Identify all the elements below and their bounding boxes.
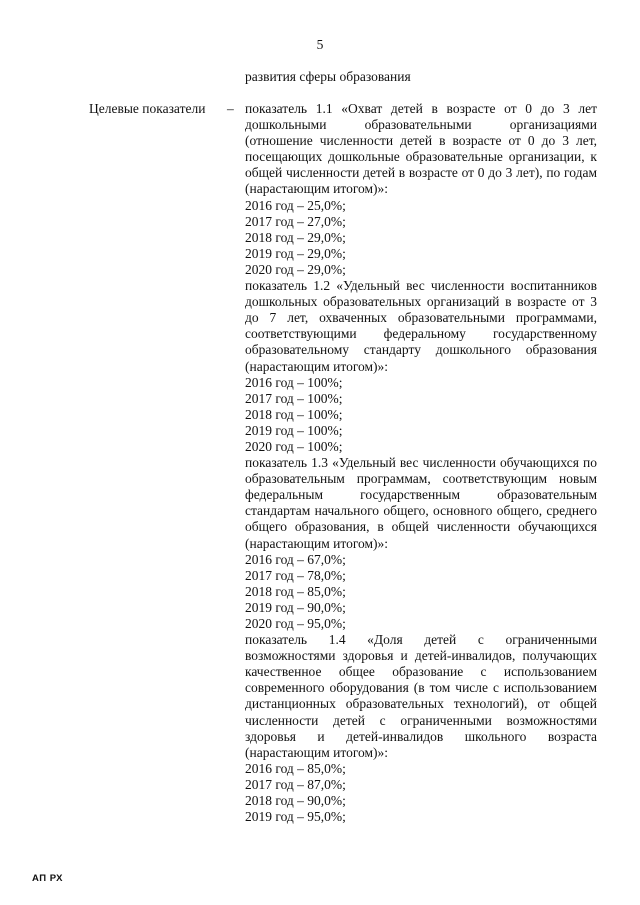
indicator-text: показатель 1.2 «Удельный вес численности воспитанников дошкольных образовательных организаций в возрасте от 3 до 7 лет, охваченных образовательными программами, соответствующими федеральному государственному образовательному стандарту дошкольного образования (нарастающим итогом)»: <box>245 278 597 374</box>
indicator-text: показатель 1.4 «Доля детей с ограниченными возможностями здоровья и детей-инвалидов, получающих качественное общее образование с использованием современного оборудования (в том числе с использованием дистанционных образовательных технологий), от общей численности детей с ограниченными возможностями здоровья и детей-инвалидов школьного возраста (нарастающим итогом)»: <box>245 632 597 760</box>
page-number: 5 <box>316 37 324 52</box>
year-value: 2018 год – 90,0%; <box>245 793 346 809</box>
year-value: 2020 год – 29,0%; <box>245 261 346 277</box>
continuation-text: развития сферы образования <box>245 69 411 84</box>
label-dash: – <box>227 101 234 116</box>
indicator-block <box>245 101 597 278</box>
year-value: 2017 год – 87,0%; <box>245 776 346 792</box>
section-label: Целевые показатели <box>89 101 206 116</box>
indicator-text: показатель 1.1 «Охват детей в возрасте от 0 до 3 лет дошкольными образовательными организациями (отношение численности детей в возрасте от 0 до 3 лет, посещающих дошкольные образовательные организации, к общей численности детей в возрасте от 0 до 3 лет), по годам (нарастающим итогом)»: <box>245 101 597 197</box>
year-value: 2016 год – 67,0%; <box>245 551 346 567</box>
footer-mark: АП РХ <box>32 873 64 884</box>
year-value: 2017 год – 27,0%; <box>245 213 346 229</box>
year-value: 2018 год – 29,0%; <box>245 229 346 245</box>
year-value: 2018 год – 85,0%; <box>245 583 346 599</box>
indicator-text: показатель 1.3 «Удельный вес численности обучающихся по образовательным программам, соответствующим новым федеральным государственным образовательным стандартам начального общего, основного общего, среднего общего образования, в общей численности обучающихся (нарастающим итогом)»: <box>245 455 597 551</box>
year-value: 2018 год – 100%; <box>245 406 343 422</box>
indicator-block <box>245 455 597 632</box>
year-value: 2020 год – 100%; <box>245 438 343 454</box>
year-value: 2019 год – 95,0%; <box>245 809 346 825</box>
indicator-block <box>245 632 597 825</box>
indicator-block <box>245 278 597 455</box>
year-value: 2020 год – 95,0%; <box>245 616 346 631</box>
year-value: 2016 год – 85,0%; <box>245 760 346 776</box>
year-value: 2017 год – 78,0%; <box>245 567 346 583</box>
indicators-list <box>245 101 597 825</box>
year-value: 2019 год – 100%; <box>245 422 343 438</box>
year-value: 2019 год – 90,0%; <box>245 599 346 615</box>
year-value: 2017 год – 100%; <box>245 390 343 406</box>
year-value: 2016 год – 25,0%; <box>245 197 346 213</box>
year-value: 2019 год – 29,0%; <box>245 245 346 261</box>
year-value: 2016 год – 100%; <box>245 374 343 390</box>
